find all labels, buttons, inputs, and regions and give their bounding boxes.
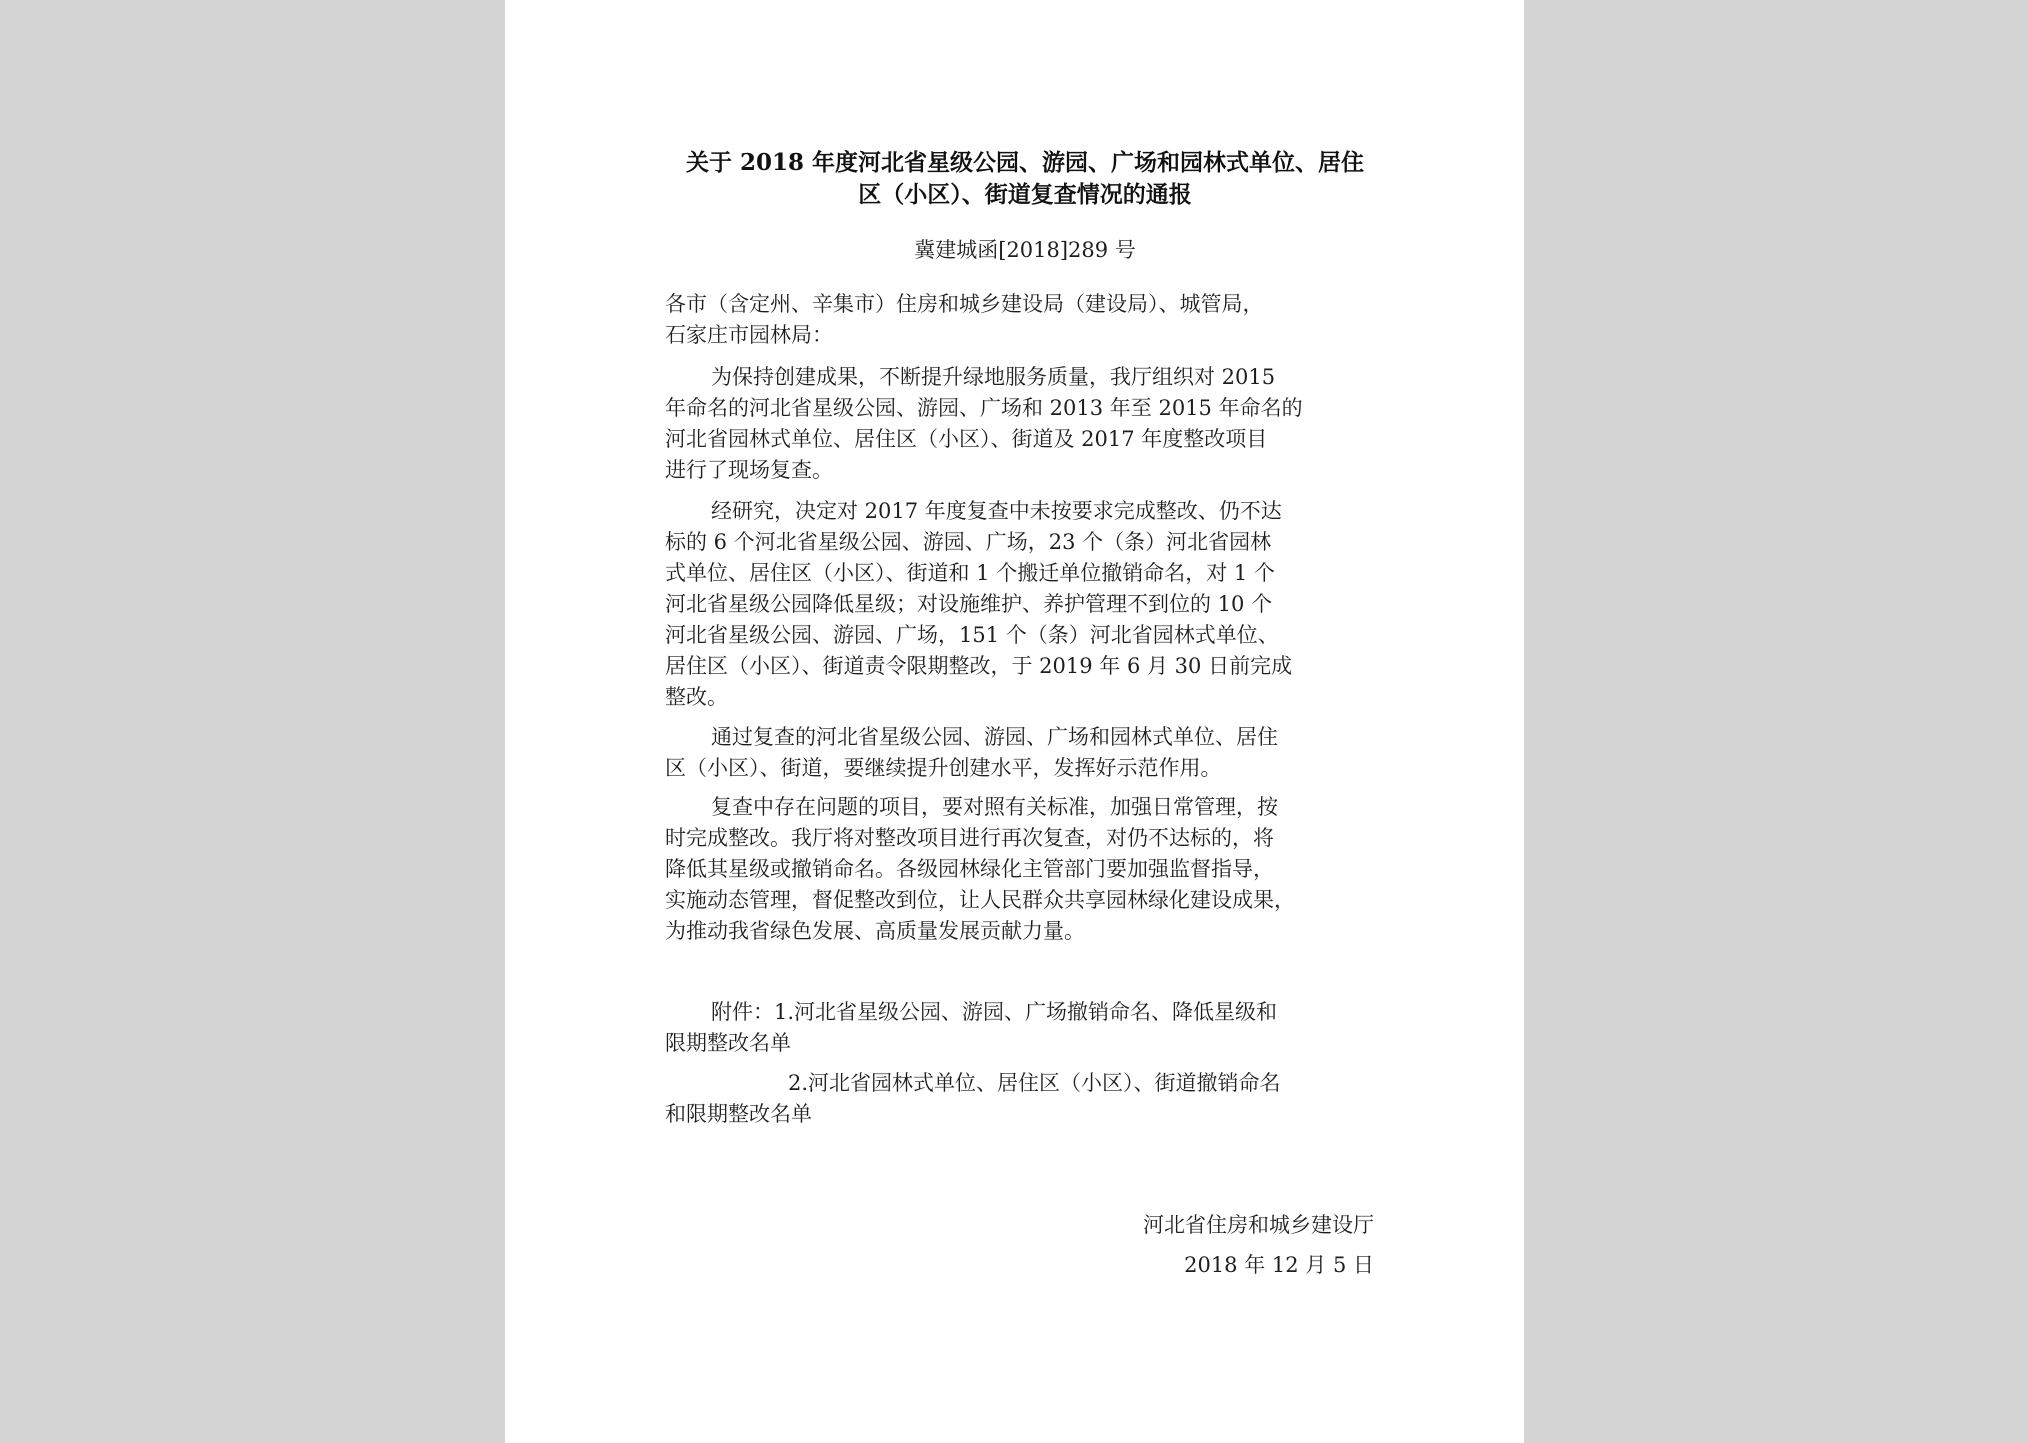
signature-date: 2018 年 12 月 5 日 bbox=[1184, 1253, 1374, 1277]
paragraph-line: 通过复查的河北省星级公园、游园、广场和园林式单位、居住 bbox=[711, 725, 1278, 749]
paragraph-3 bbox=[665, 722, 1385, 784]
paragraph-line: 整改。 bbox=[665, 685, 728, 709]
paragraph-line: 式单位、居住区（小区）、街道和 1 个搬迁单位撤销命名，对 1 个 bbox=[665, 561, 1275, 585]
title-line: 区（小区）、街道复查情况的通报 bbox=[858, 181, 1192, 208]
signature-issuer: 河北省住房和城乡建设厅 bbox=[1143, 1213, 1374, 1237]
paragraph-line: 进行了现场复查。 bbox=[665, 458, 833, 482]
paragraph-2 bbox=[665, 496, 1385, 713]
salutation bbox=[665, 289, 1385, 351]
paragraph-line: 年命名的河北省星级公园、游园、广场和 2013 年至 2015 年命名的 bbox=[665, 396, 1303, 420]
paragraph-1 bbox=[665, 362, 1385, 486]
paragraph-line: 居住区（小区）、街道责令限期整改，于 2019 年 6 月 30 日前完成 bbox=[665, 654, 1293, 678]
attachment-2 bbox=[665, 1068, 1385, 1130]
document-number: 冀建城函[2018]289 号 bbox=[914, 238, 1136, 262]
attachment-line: 限期整改名单 bbox=[665, 1031, 791, 1055]
salutation-line: 各市（含定州、辛集市）住房和城乡建设局（建设局）、城管局， bbox=[665, 292, 1264, 316]
paragraph-line: 区（小区）、街道，要继续提升创建水平，发挥好示范作用。 bbox=[665, 756, 1222, 780]
paragraph-line: 河北省星级公园降低星级；对设施维护、养护管理不到位的 10 个 bbox=[665, 592, 1273, 616]
salutation-line: 石家庄市园林局： bbox=[665, 323, 833, 347]
paragraph-line: 实施动态管理，督促整改到位，让人民群众共享园林绿化建设成果， bbox=[665, 888, 1295, 912]
paragraph-line: 河北省园林式单位、居住区（小区）、街道及 2017 年度整改项目 bbox=[665, 427, 1268, 451]
paragraph-line: 河北省星级公园、游园、广场，151 个（条）河北省园林式单位、 bbox=[665, 623, 1279, 647]
document-page bbox=[505, 0, 1524, 1443]
paragraph-line: 经研究，决定对 2017 年度复查中未按要求完成整改、仍不达 bbox=[711, 499, 1282, 523]
attachment-line: 2.河北省园林式单位、居住区（小区）、街道撤销命名 bbox=[788, 1071, 1281, 1095]
attachment-line: 和限期整改名单 bbox=[665, 1102, 812, 1126]
title-line: 关于 2018 年度河北省星级公园、游园、广场和园林式单位、居住 bbox=[685, 149, 1365, 176]
paragraph-line: 降低其星级或撤销命名。各级园林绿化主管部门要加强监督指导， bbox=[665, 857, 1274, 881]
paragraph-line: 时完成整改。我厅将对整改项目进行再次复查，对仍不达标的，将 bbox=[665, 826, 1274, 850]
attachment-line: 附件：1.河北省星级公园、游园、广场撤销命名、降低星级和 bbox=[711, 1000, 1278, 1024]
document-title bbox=[645, 147, 1405, 211]
paragraph-line: 为保持创建成果，不断提升绿地服务质量，我厅组织对 2015 bbox=[711, 365, 1276, 389]
paragraph-line: 复查中存在问题的项目，要对照有关标准，加强日常管理，按 bbox=[711, 795, 1278, 819]
paragraph-line: 为推动我省绿色发展、高质量发展贡献力量。 bbox=[665, 919, 1085, 943]
paragraph-line: 标的 6 个河北省星级公园、游园、广场，23 个（条）河北省园林 bbox=[665, 530, 1272, 554]
attachment-1 bbox=[665, 997, 1385, 1059]
paragraph-4 bbox=[665, 792, 1385, 947]
